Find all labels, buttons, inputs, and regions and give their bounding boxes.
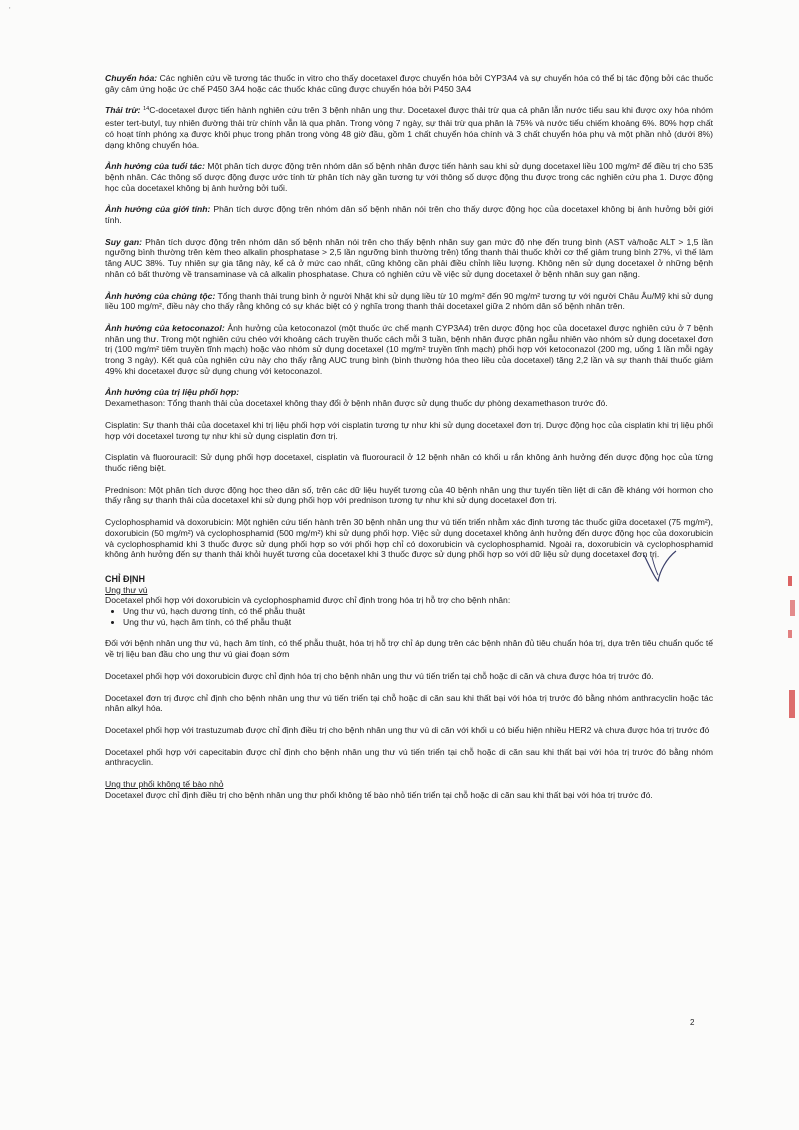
signature-mark <box>640 547 680 587</box>
breast-paragraph: Docetaxel đơn trị được chỉ định cho bệnh nhân ung thư vú tiến triển tại chỗ hoặc di căn sau khi thất bại với hóa trị trước đó bằng nhóm anthracyclin hoặc tác nhân alkyl hóa. <box>105 692 713 714</box>
lung-paragraph: Docetaxel được chỉ định điều trị cho bệnh nhân ung thư phổi không tế bào nhỏ tiến triển tại chỗ hoặc di căn sau khi thất bại với hóa trị trước đó. <box>105 789 653 800</box>
ketoconazole-text: Ảnh hưởng của ketoconazol (một thuốc ức chế mạnh CYP3A4) trên dược động học của docetaxel được nghiên cứu ở 7 bệnh nhân ung thư. Trong một nghiên cứu chéo với khoảng cách truyền thuốc cách mỗi 3 tuần, bệnh nhân được phân ngẫu nhiên vào nhóm sử dụng docetaxel đơn trị (100 mg/m² tiêm truyền tĩnh mạch) hoặc vào nhóm sử dụng docetaxel (10 mg/m² truyền tĩnh mạch) phối hợp với ketoconazol (200 mg, uống 1 lần mỗi ngày trong 3 ngày). Kết quả của nghiên cứu này cho thấy rằng AUC trung bình (bình thường hóa theo liều của docetaxel) tăng 2,2 lần và sự thanh thải thuốc giảm 49% khi docetaxel được sử dụng chung với ketoconazol. <box>105 322 713 376</box>
list-item: • Ung thư vú, hạch âm tính, có thể phẫu thuật <box>123 617 713 628</box>
breast-paragraph: Docetaxel phối hợp với doxorubicin được chỉ định hóa trị cho bệnh nhân ung thư vú tiến triển tại chỗ hoặc di căn và chưa được hóa trị trước đó. <box>105 670 654 681</box>
list-item: • Ung thư vú, hạch dương tính, có thể phẫu thuật <box>123 606 713 617</box>
liver-text: Phân tích dược động trên nhóm dân số bệnh nhân nói trên cho thấy bệnh nhân suy gan mức độ nhẹ đến trung bình (AST và/hoặc ALT > 1,5 lần ngưỡng bình thường trên kèm theo alkalin phosphatase > 2,5 lần ngưỡng bình thường trên) tổng thanh thải thuốc khởi cơ thể giảm trung bình 27%, vì thế làm tăng AUC 38%. Tuy nhiên sự gia tăng này, kể cả ở mức cao nhất, cũng không cần phải điều chỉnh liều lượng. Không nên sử dụng docetaxel ở những bệnh nhân có bất thường về transaminase và cả alkalin phosphatase. Chưa có nghiên cứu về việc sử dụng docetaxel ở bệnh nhân suy gan nặng. <box>105 236 713 279</box>
breast-paragraph: Docetaxel phối hợp với capecitabin được chỉ định cho bệnh nhân ung thư vú tiến triển tại chỗ hoặc di căn sau khi thất bại với hóa trị trước đó bằng nhóm anthracyclin. <box>105 746 713 768</box>
edge-stamp <box>782 570 799 730</box>
combination-cyclophosphamid: Cyclophosphamid và doxorubicin: Một nghiên cứu tiến hành trên 30 bệnh nhân ung thư vú tiến triển nhằm xác định tương tác thuốc giữa docetaxel (75 mg/m²), doxorubicin (50 mg/m²) và cyclophosphamid (500 mg/m²) khi sử dụng phối hợp. Việc sử dụng docetaxel không ảnh hưởng đến dược động học của doxorubicin và cyclophosphamid khi 3 thuốc được sử dụng phối hợp so với phối hợp chỉ có doxorubicin và cyclophosphamid. Ngoài ra, doxorubicin và cyclophosphamid không ảnh hưởng đến sự thanh thải khỏi huyết tương của docetaxel khi 3 thuốc được sử dụng phối hợp so với dữ liệu sử dụng docetaxel đơn trị. <box>105 517 713 560</box>
metabolism-text: Các nghiên cứu về tương tác thuốc in vitro cho thấy docetaxel được chuyển hóa bởi CYP3A4 và sự chuyển hóa có thể bị tác động bởi các thuốc gây cảm ứng hoặc ức chế P450 3A4 hoặc các thuốc khác cũng được chuyển hóa bởi P450 3A4 <box>105 73 714 94</box>
breast-paragraph: Docetaxel phối hợp với trastuzumab được chỉ định điều trị cho bệnh nhân ung thư vú di căn với khối u có biểu hiện nhiều HER2 và chưa được hóa trị trước đó <box>105 724 710 735</box>
ketoconazole-paragraph <box>105 323 713 377</box>
metabolism-label: Chuyển hóa: <box>105 73 158 83</box>
corner-mark: ' <box>9 6 11 15</box>
elimination-paragraph <box>105 105 713 150</box>
age-paragraph <box>105 161 713 193</box>
page-number: 2 <box>690 1018 695 1027</box>
ketoconazole-label: Ảnh hưởng của ketoconazol: <box>105 322 225 333</box>
breast-bullet-list <box>105 606 713 627</box>
breast-cancer-heading: Ung thư vú <box>105 584 148 595</box>
combination-dexamethason: Dexamethason: Tổng thanh thải của docetaxel không thay đổi ở bệnh nhân được sử dụng thuốc dự phòng dexamethason trước đó. <box>105 398 608 409</box>
metabolism-paragraph <box>105 73 713 94</box>
combination-cisplatin: Cisplatin: Sự thanh thải của docetaxel khi trị liệu phối hợp với cisplatin tương tự như khi sử dụng docetaxel đơn trị. Dược động học của cisplatin khi trị liệu phối hợp với docetaxel tương tự như khi sử dụng cisplatin đơn trị. <box>105 419 713 441</box>
race-label: Ảnh hưởng của chủng tộc: <box>105 290 216 301</box>
elimination-label: Thải trừ: <box>105 105 141 116</box>
race-text: Tổng thanh thải trung bình ở người Nhật khi sử dụng liều từ 10 mg/m² đến 90 mg/m² tương tự với người Châu Âu/Mỹ khi sử dụng liều 100 mg/m², điều này cho thấy rằng không có sự khác biệt có ý nghĩa trong thanh thải docetaxel giữa 2 nhóm dân số bệnh nhân trên. <box>105 290 713 312</box>
age-label: Ảnh hưởng của tuổi tác: <box>105 161 205 172</box>
gender-label: Ảnh hưởng của giới tính: <box>105 204 211 215</box>
gender-text: Phân tích dược động trên nhóm dân số bệnh nhân nói trên cho thấy dược động học của docetaxel không bị ảnh hưởng bởi giới tính. <box>105 204 713 226</box>
combination-cisplatin-fluorouracil: Cisplatin và fluorouracil: Sử dụng phối hợp docetaxel, cisplatin và fluorouracil ở 12 bệnh nhân có khối u rắn không ảnh hưởng đến dược động học của từng thuốc riêng biệt. <box>105 452 713 473</box>
indications-heading: CHỈ ĐỊNH <box>105 573 145 584</box>
liver-paragraph <box>105 237 713 280</box>
gender-paragraph <box>105 204 713 225</box>
race-paragraph <box>105 291 713 312</box>
elimination-superscript: 14 <box>143 106 150 113</box>
document-body <box>105 73 713 811</box>
lung-cancer-heading: Ung thư phổi không tế bào nhỏ <box>105 779 224 790</box>
breast-intro: Docetaxel phối hợp với doxorubicin và cyclophosphamid được chỉ định trong hóa trị hỗ trợ cho bệnh nhân: <box>105 595 511 606</box>
liver-label: Suy gan: <box>105 236 143 247</box>
combination-heading: Ảnh hưởng của trị liệu phối hợp: <box>105 387 240 398</box>
age-text: Một phân tích dược động trên nhóm dân số bệnh nhân được tiến hành sau khi sử dụng docetaxel liều 100 mg/m² để điều trị cho 535 bệnh nhân. Các thông số dược động được ước tính từ phân tích này gần tương tự với thông số dược động thu được trong các nghiên cứu pha 1. Dược động học của docetaxel không bị ảnh hưởng bởi tuổi. <box>105 161 714 193</box>
breast-paragraph: Đối với bệnh nhân ung thư vú, hạch âm tính, có thể phẫu thuật, hóa trị hỗ trợ chỉ áp dụng trên các bệnh nhân đủ tiêu chuẩn hóa trị, dựa trên tiêu chuẩn quốc tế về trị liệu ban đầu cho ung thư vú giai đoạn sớm <box>105 638 713 660</box>
combination-prednison: Prednison: Một phân tích dược động học theo dân số, trên các dữ liệu huyết tương của 40 bệnh nhân ung thư tuyến tiền liệt di căn đề kháng với hormon cho thấy rằng sự thanh thải của docetaxel khi sử dụng phối hợp với prednison tương tự như khi sử dụng docetaxel đơn trị. <box>105 484 713 506</box>
elimination-text: C-docetaxel được tiến hành nghiên cứu trên 3 bệnh nhân ung thư. Docetaxel được thải trừ qua cả phân lẫn nước tiểu sau khi được oxy hóa nhóm ester tert-butyl, tuy nhiên đường thải trừ chính vẫn là qua phân. Trong vòng 7 ngày, sự thải trừ qua phân là 75% và nước tiểu chiếm khoảng 6%. 80% hợp chất có hoạt tính phóng xạ được khôi phục trong phân trong vòng 48 giờ đầu, gồm 1 chất chuyển hóa chính và 3 chất chuyển hóa phụ và một phần nhỏ (dưới 8%) dạng không chuyển hóa. <box>105 105 713 150</box>
